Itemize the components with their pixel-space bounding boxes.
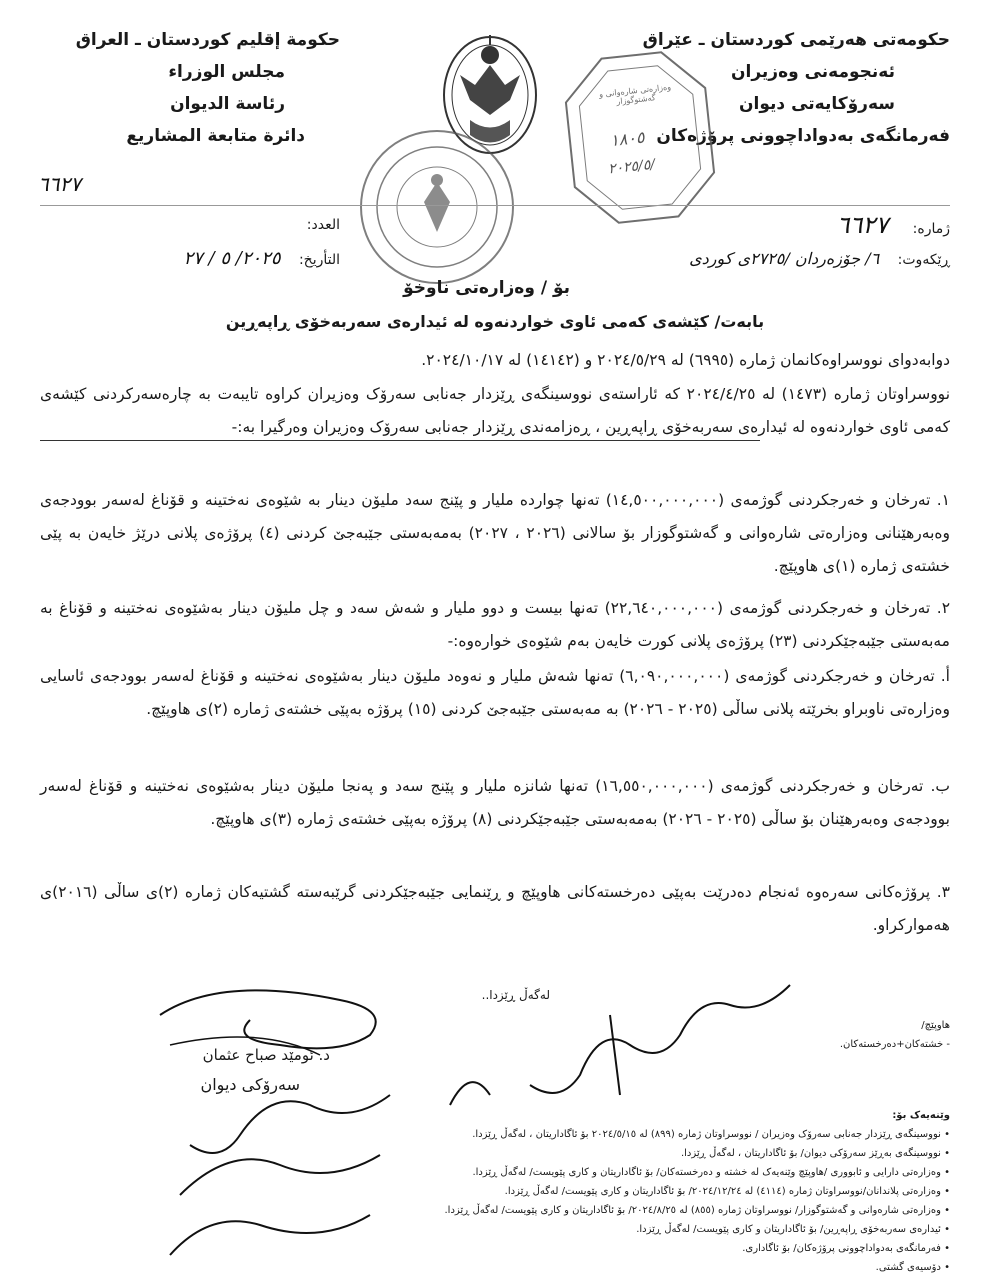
header-kurdish-line-4: فەرمانگەی بەدواداچوونی پرۆژەکان (656, 126, 950, 146)
arabic-date-row (70, 244, 340, 275)
header-kurdish-line-3: سەرۆکایەتی دیوان (739, 94, 895, 114)
header-kurdish-line-2: ئەنجومەنی وەزیران (730, 62, 895, 82)
cc-block (390, 1106, 950, 1277)
header-arabic (70, 24, 340, 152)
header-divider (40, 205, 950, 206)
stamp-ministry-text: وەزارەتی شارەوانی و گەشتوگوزار (598, 82, 672, 107)
received-date-stamp (556, 43, 723, 233)
cc-item: • وەزارەتی دارایی و ئابووری /هاوپێچ وێنەیەک لە خشتە و دەرخستەکان/ بۆ ئاگاداریتان و کاری پێویست/ لەگەڵ ڕێزدا. (390, 1163, 950, 1182)
official-round-stamp (360, 130, 514, 284)
handwriting-scribble-icon (430, 975, 810, 1115)
subject-line: بابەت/ کێشەی کەمی ئاوی خواردنەوە لە ئیدارەی سەربەخۆی ڕاپەڕین (225, 312, 765, 331)
attachments-label: هاوپێچ/ (921, 1020, 950, 1031)
cc-label: وێنەیەک بۆ: (892, 1110, 950, 1121)
reference-number-value: ٦٦٢٧ (836, 211, 889, 239)
header-arabic-line-3: رئاسة الديوان (170, 94, 285, 114)
cc-item: • نووسینگەی بەڕێز سەرۆکی دیوان/ بۆ ئاگاداریتان ، لەگەڵ ڕێزدا. (390, 1144, 950, 1163)
reference-date-label: ڕێکەوت: (897, 252, 950, 268)
cc-item: • فەرمانگەی بەدواداچوونی پرۆژەکان/ بۆ ئاگاداری. (390, 1239, 950, 1258)
body-paragraph-2: نووسراوتان ژمارە (١٤٧٣) لە ٢٠٢٤/٤/٢٥ کە ئاراستەی نووسینگەی ڕێزدار جەنابی سەرۆک وەزیران کراوە تایبەت بە چارەسەرکردنی کێشەی کەمی ئاوی خواردنەوە لە ئیدارەی سەربەخۆی ڕاپەڕین ، ڕەزامەندی ڕێزدار جەنابی سەرۆک وەزیران وەرگیرا بە:- (40, 385, 951, 436)
stamp-date: ٢٠٢٥/٥/ (607, 156, 656, 178)
arabic-number-row (70, 210, 340, 240)
cc-list (390, 1125, 950, 1277)
signer-title: سەرۆکی دیوان (200, 1075, 300, 1094)
item-2-b: ب. تەرخان و خەرجکردنی گوژمەی (١٦,٥٥٠,٠٠٠,٠٠٠) تەنها شانزە ملیار و پێنج سەد و پەنجا ملیۆن دینار بەشێوەی نەختینە و قۆناغ لەسەر بوودجەی وەبەرهێنان بۆ ساڵی (٢٠٢٥ - ٢٠٢٦) بەمەبەستی جێبەجێکردنی (٨) پرۆژە بەپێی خشتەی ژمارە (٣)ی هاوپێچ. (40, 777, 950, 828)
cc-item: • وەزارەتی پلاندانان/نووسراوتان ژمارە (٤١١٤) لە ٢٠٢٤/١٢/٢٤/ بۆ ئاگاداریتان و کاری پێویست/ لەگەڵ ڕێزدا. (390, 1182, 950, 1201)
reference-date-row (530, 244, 950, 275)
cc-item: • دۆسیەی گشتی. (390, 1258, 950, 1277)
header-kurdish-line-1: حکومەتی هەرێمی کوردستان ـ عێراق (642, 30, 950, 50)
item-3: ٣. پرۆژەکانی سەرەوە ئەنجام دەدرێت بەپێی دەرخستەکانی هاوپێچ و ڕێنمایی جێبەجێکردنی گرێبەستە گشتیەکان ژمارە (٢)ی ساڵی (٢٠١٦)ی هەموارکراو. (40, 883, 950, 934)
addressee: بۆ / وەزارەتی ناوخۆ (403, 278, 570, 298)
handwritten-annotation-left (160, 1085, 420, 1265)
cc-item: • ئیدارەی سەربەخۆی ڕاپەڕین/ بۆ ئاگاداریتان و کاری پێویست/ لەگەڵ ڕێزدا. (390, 1220, 950, 1239)
body-paragraph-1: دوابەدوای نووسراوەکانمان ژمارە (٦٩٩٥) لە ٢٠٢٤/٥/٢٩ و (١٤١٤٢) لە ٢٠٢٤/١٠/١٧. (421, 351, 950, 369)
reference-number-row (650, 210, 950, 244)
handwritten-side-note: ٦٦٢٧ (38, 172, 81, 196)
header-arabic-line-2: مجلس الوزراء (168, 62, 285, 82)
reference-number-label: ژمارە: (912, 221, 950, 237)
arabic-date-value: ٢٠٢٥/ ٥ / ٢٧ (183, 248, 281, 269)
arabic-date-label: التأريخ: (298, 252, 340, 268)
item-2: ٢. تەرخان و خەرجکردنی گوژمەی (٢٢,٦٤٠,٠٠٠,٠٠٠) تەنها بیست و دوو ملیار و شەش سەد و چل ملیۆن دینار بەشێوەی نەختینە و قۆناغ بە مەبەستی جێبەجێکردنی (٢٣) پرۆژەی پلانی کورت خایەن بەم شێوەی خوارەوە:- (40, 599, 951, 650)
stamp-seal-icon (362, 132, 512, 282)
handwriting-note-icon (160, 1085, 420, 1265)
stamp-number: ١٨٠٥ (609, 127, 646, 151)
attachments-item: - خشتەکان+دەرخستەکان. (839, 1039, 950, 1050)
header-arabic-line-4: دائرة متابعة المشاريع (126, 126, 305, 146)
closing-regards: لەگەڵ ڕێزدا.. (481, 988, 550, 1002)
handwritten-underline (40, 440, 760, 441)
reference-date-value: ٦/ جۆزەردان /٢٧٢٥ی کوردی (689, 249, 880, 268)
handwritten-annotation-center (430, 975, 810, 1115)
cc-item: • نووسینگەی ڕێزدار جەنابی سەرۆک وەزیران / نووسراوتان ژمارە (٨٩٩) لە ٢٠٢٤/٥/١٥ بۆ ئاگاداریتان ، لەگەڵ ڕێزدا. (390, 1125, 950, 1144)
arabic-number-label: العدد: (306, 217, 340, 233)
item-2-a: أ. تەرخان و خەرجکردنی گوژمەی (٦,٠٩٠,٠٠٠,٠٠٠) تەنها شەش ملیار و نەوەد ملیۆن دینار بەشێوەی نەختینە و قۆناغ لەسەر بوودجەی ئاسایی وەزارەتی ناوبراو بخرێتە پلانی ساڵی (٢٠٢٥ - ٢٠٢٦) بە مەبەستی جێبەجێ کردنی (١٥) پرۆژە بەپێی خشتەی ژمارە (٢)ی هاوپێچ. (40, 667, 950, 718)
item-1: ١. تەرخان و خەرجکردنی گوژمەی (١٤,٥٠٠,٠٠٠,٠٠٠) تەنها چواردە ملیار و پێنج سەد ملیۆن دینار بە شێوەی نەختینە و قۆناغ لەسەر بوودجەی وەبەرهێنانی وەزارەتی شارەوانی و گەشتوگوزار بۆ سالانی (٢٠٢٦ ، ٢٠٢٧) بەمەبەستی جێبەجێ کردنی (٤) پرۆژەی پلانی درێژ خایەن بە پێی خشتەی ژمارە (١)ی هاوپێچ. (40, 491, 951, 575)
signer-name: د. ئومێد صباح عثمان (202, 1046, 330, 1064)
header-arabic-line-1: حكومة إقليم كوردستان ـ العراق (75, 30, 340, 50)
cc-item: • وەزارەتی شارەوانی و گەشتوگوزار/ نووسراوتان ژمارە (٨٥٥) لە ٢٠٢٤/٨/٢٥/ بۆ ئاگاداریتان و کاری پێویست/ لەگەڵ ڕێزدا. (390, 1201, 950, 1220)
